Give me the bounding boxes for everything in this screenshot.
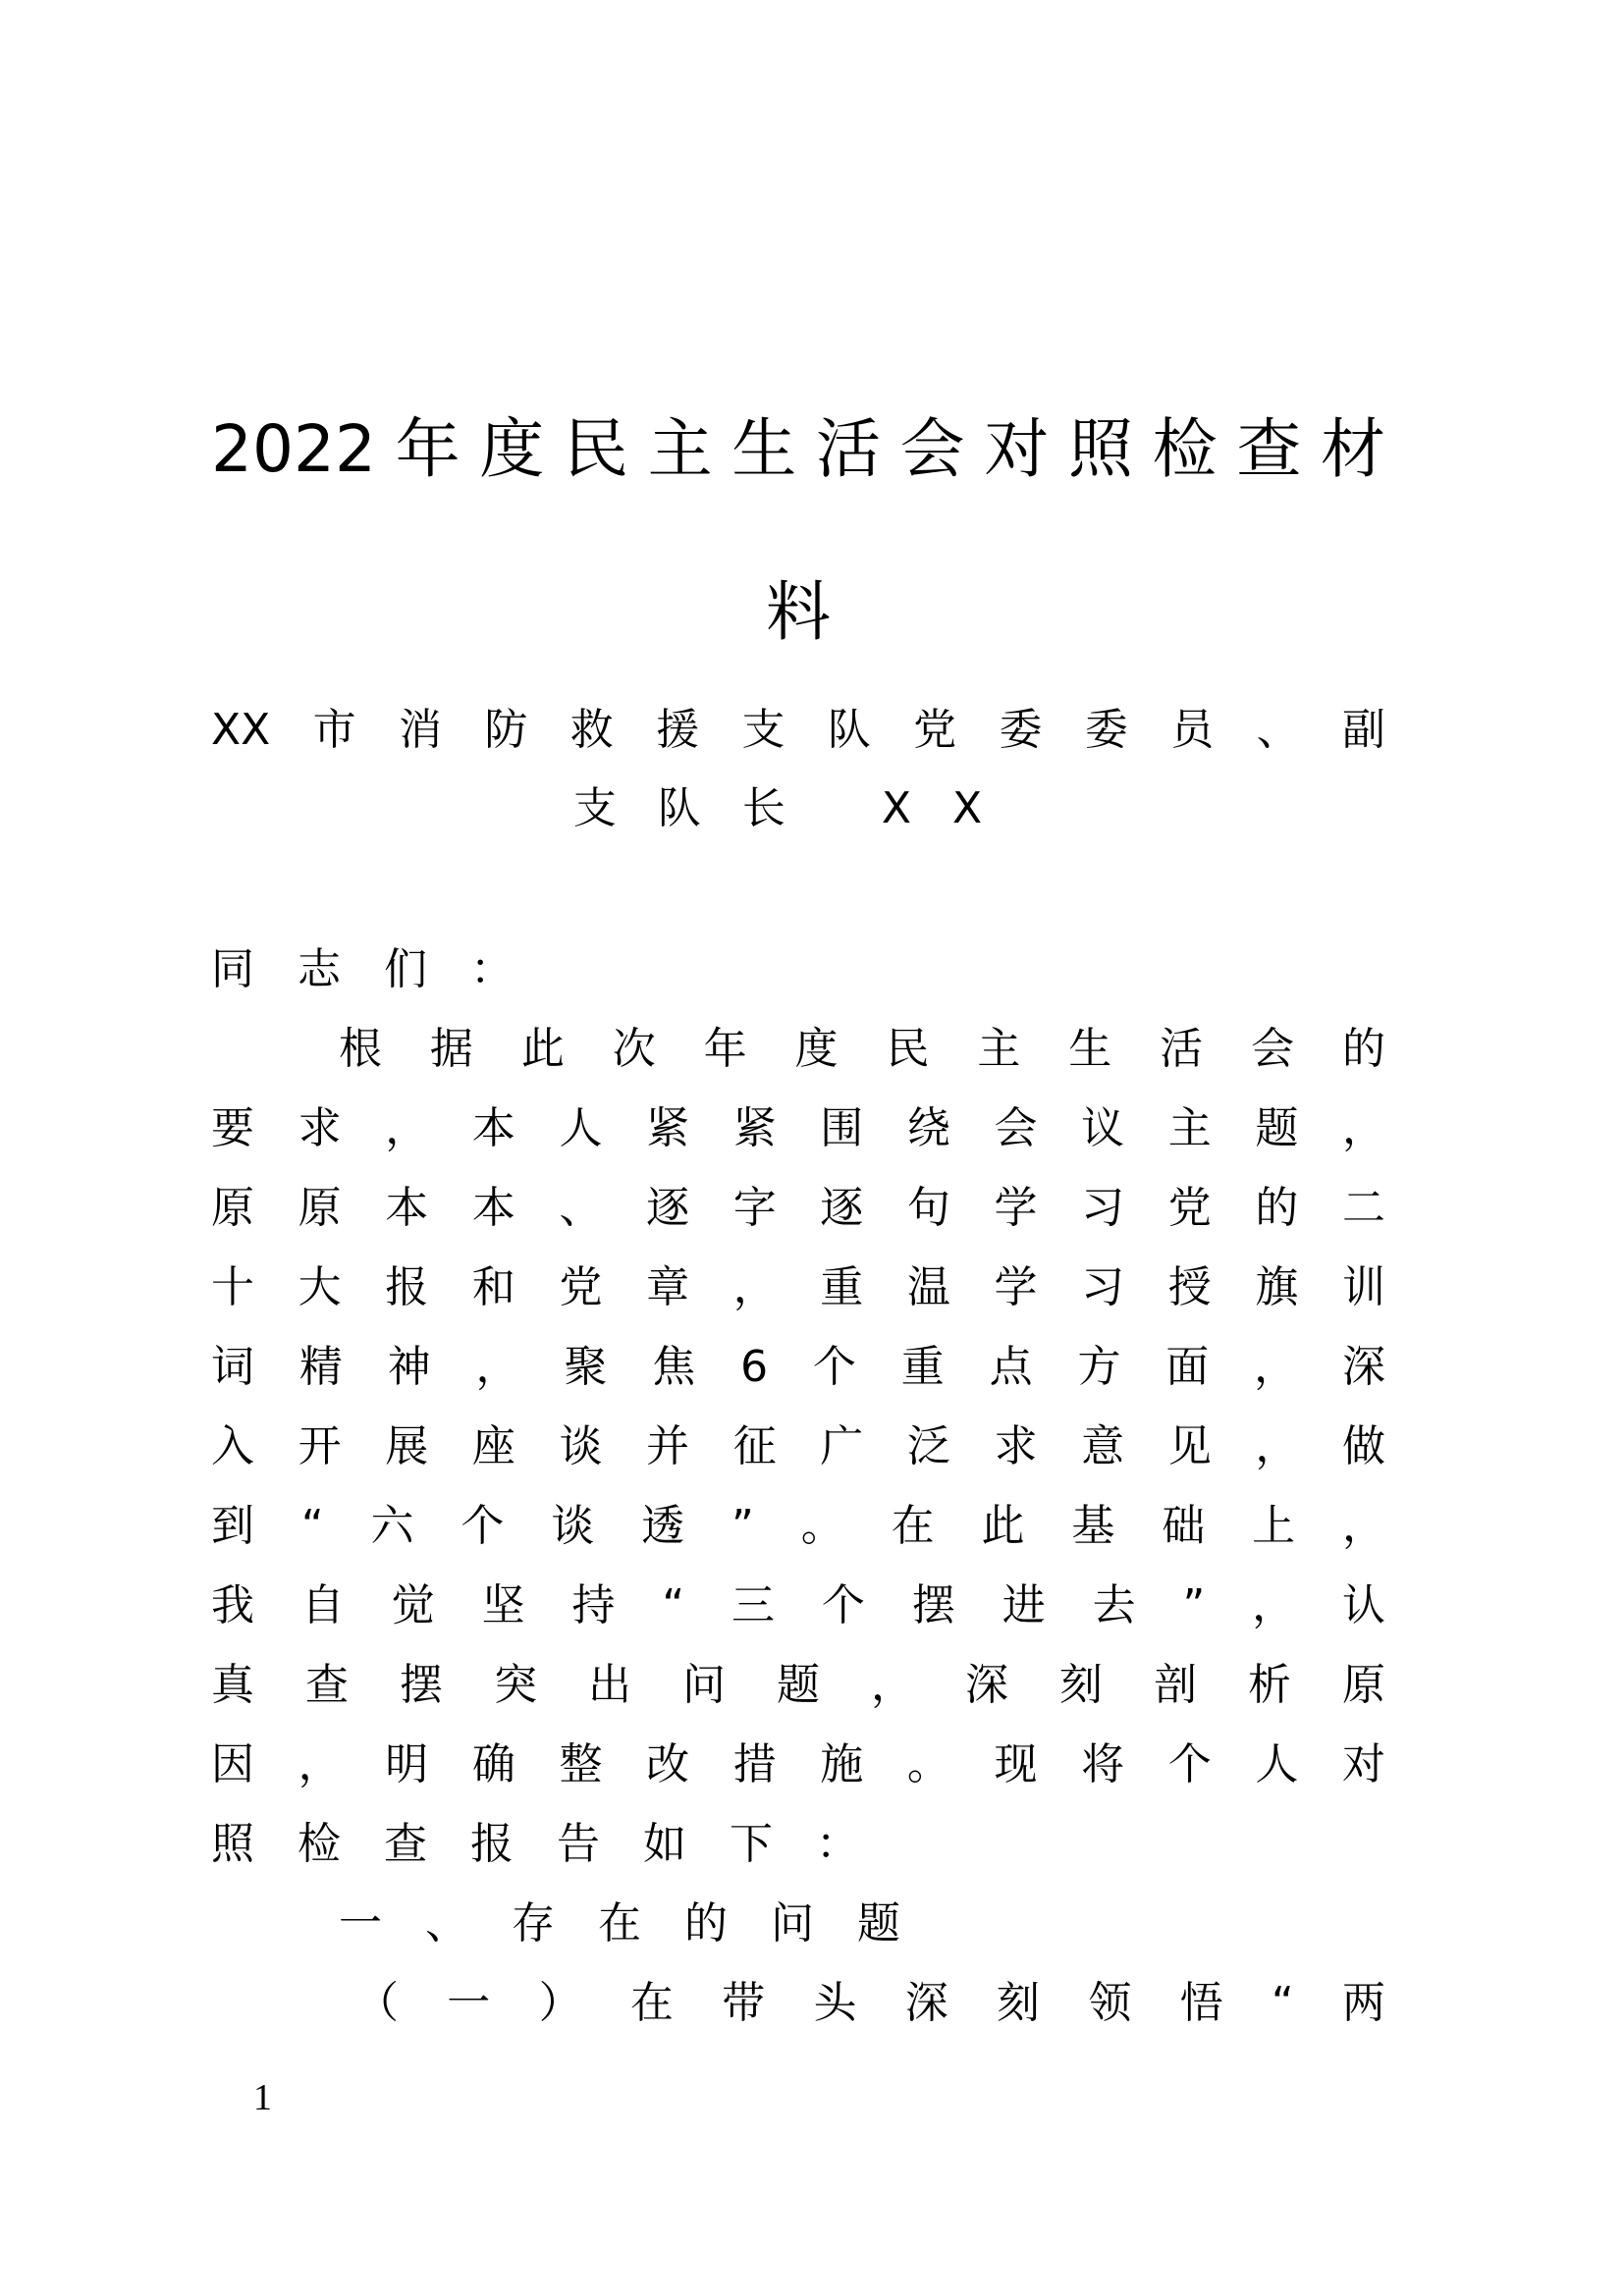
paragraph-line: 原原本本、逐字逐句学习党的二	[211, 1183, 1385, 1233]
paragraph-line: 到“六个谈透”。在此基础上，	[211, 1501, 1385, 1551]
paragraph-line: 根据此次年度民主生活会的	[339, 1024, 1385, 1074]
author-line-2: 支队长 XX	[572, 783, 1024, 833]
paragraph-line: 要求，本人紧紧围绕会议主题，	[211, 1103, 1385, 1153]
paragraph-line: 词精神，聚焦6个重点方面，深	[211, 1342, 1385, 1392]
paragraph-line: 真查摆突出问题，深刻剖析原	[211, 1660, 1385, 1710]
subsection-heading: （一）在带头深刻领悟“两	[355, 1978, 1385, 2028]
paragraph-line: 因，明确整改措施。现将个人对	[211, 1739, 1385, 1789]
document-title-line-1: 2022年度民主生活会对照检查材	[211, 411, 1385, 487]
page-number: 1	[253, 2077, 272, 2118]
section-heading: 一、存在的问题	[339, 1898, 944, 1949]
document-title-line-2: 料	[766, 574, 831, 650]
paragraph-line: 入开展座谈并征广泛求意见，做	[211, 1421, 1385, 1471]
paragraph-line: 我自觉坚持“三个摆进去”，认	[211, 1580, 1385, 1630]
salutation: 同志们：	[211, 944, 557, 994]
paragraph-line: 十大报和党章，重温学习授旗训	[211, 1262, 1385, 1312]
author-line-1: XX市消防救援支队党委委员、副	[211, 705, 1385, 755]
paragraph-line: 照检查报告如下：	[211, 1819, 902, 1869]
